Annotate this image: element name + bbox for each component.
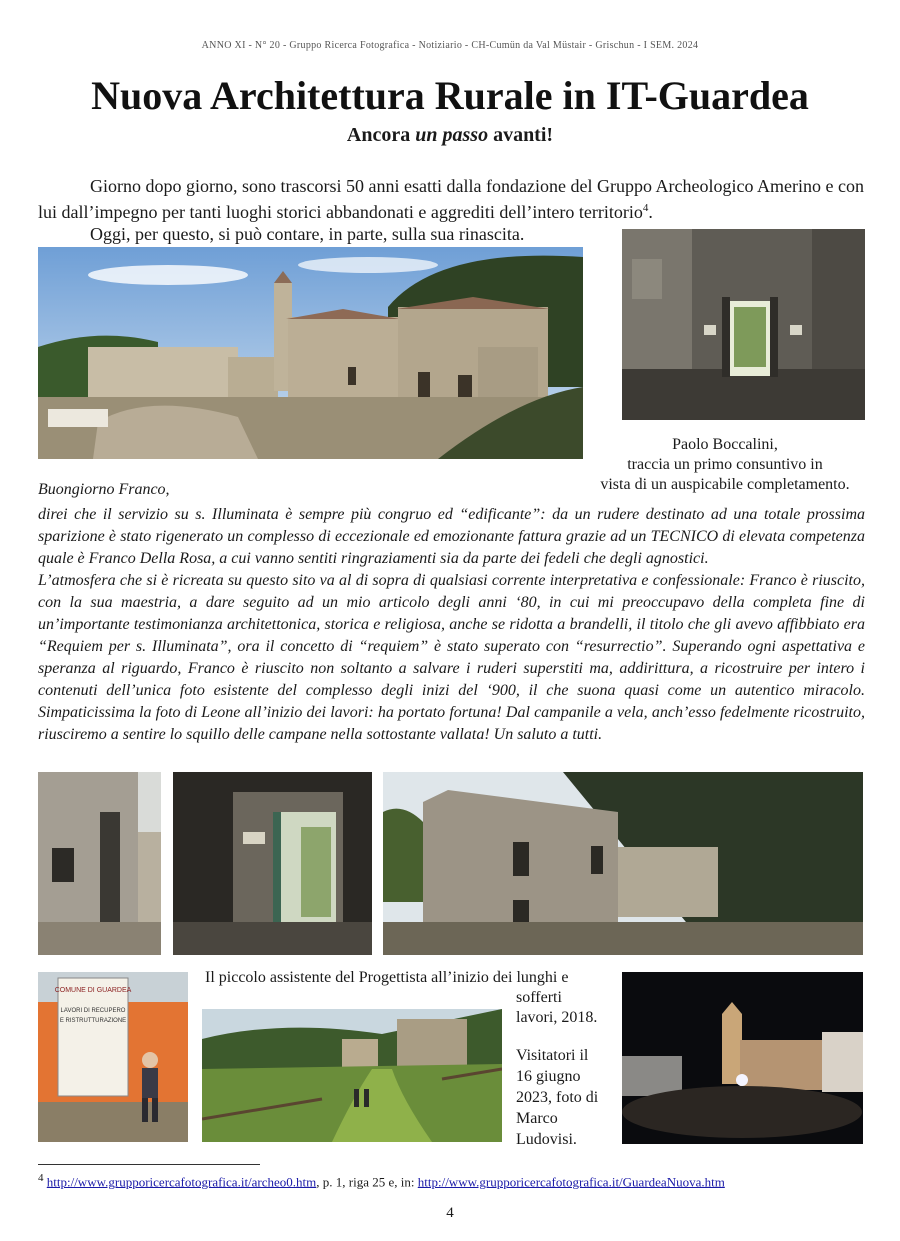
author-caption bbox=[585, 435, 865, 495]
intro-paragraph: Giorno dopo giorno, sono trascorsi 50 anni esatti dalla fondazione del Gruppo Archeologico Amerino e con lui dall’impegno per tanti luoghi storici abbandonati e aggrediti dell’intero territorio$^4$. bbox=[38, 176, 864, 222]
letter-greeting: Buongiorno Franco, bbox=[38, 481, 170, 498]
sign-text: E RISTRUTTURAZIONE bbox=[59, 1018, 127, 1024]
footnote-number: 4 bbox=[38, 1172, 44, 1184]
footnote-text: , p. 1, riga 25 e, in: bbox=[316, 1174, 418, 1190]
footnote-divider bbox=[38, 1164, 260, 1165]
caption-line: Visitatori il bbox=[516, 1047, 589, 1064]
caption-line: lavori, 2018. bbox=[516, 1009, 598, 1026]
letter-paragraph: direi che il servizio su s. Illuminata è sempre più congruo ed “edificante”: da un rudere destinato ad una totale prossima sparizione è stato rigenerato un complesso di eccezionale ed emozionante fattura grazie ad un TECNICO di elevata competenza quale è Franco Della Rosa, a cui vanno sentiti ringraziamenti sia da parte dei fedeli che degli agnostici. bbox=[38, 506, 865, 567]
page-subtitle: Ancora un passo avanti! bbox=[346, 124, 554, 146]
caption-line: 16 giugno bbox=[516, 1068, 581, 1085]
footnote bbox=[38, 1172, 868, 1190]
letter-body bbox=[38, 504, 865, 746]
caption-line: sofferti bbox=[516, 989, 562, 1006]
page-number: 4 bbox=[446, 1205, 454, 1221]
intro-paragraph: Oggi, per questo, si può contare, in parte, sulla sua rinascita. bbox=[90, 224, 525, 244]
caption-line: Marco bbox=[516, 1110, 558, 1127]
letter-paragraph: L’atmosfera che si è ricreata su questo sito va al di sopra di qualsiasi corrente interpretativa e confessionale: Franco è riuscito, con la sua maestria, a dare seguito ad un mio articolo degli anni ‘80, in cui mi preoccupavo della completa fine di un’importante testimonianza architettonica, storica e religiosa, anche se ridotta a brandelli, il titolo che gli avevo affibbiato era “Requiem per s. Illuminata”, ora il concetto di “requiem” è stato superato con “resurrectio”. Superando ogni aspettativa e speranza al riguardo, Franco è riuscito non soltanto a salvare i ruderi superstiti ma, addirittura, a ricostruire per intero i contenuti dell’unica foto esistente del complesso degli inizi del ‘900, il che suona quasi come un autentico miracolo. Simpaticissima la foto di Leone all’inizio dei lavori: ha portato fortuna! Dal campanile a vela, anch’esso fedelmente ricostruito, riusciremo a sentire lo squillo delle campane nella sottostante vallata! Un saluto a tutti. bbox=[38, 572, 865, 743]
photo-building-side bbox=[383, 772, 863, 955]
visitors-caption bbox=[516, 1045, 616, 1150]
page-title: Nuova Architettura Rurale in IT-Guardea bbox=[91, 73, 809, 118]
caption-line: vista di un auspicabile completamento. bbox=[600, 476, 850, 493]
photo-visitors-path bbox=[202, 1009, 502, 1142]
photo-exterior-complex bbox=[38, 247, 583, 459]
caption-line: traccia un primo consuntivo in bbox=[627, 456, 823, 473]
caption-line: 2023, foto di bbox=[516, 1089, 599, 1106]
caption-line: Il piccolo assistente del Progettista all’inizio dei lunghi e bbox=[205, 969, 569, 986]
photo-doorway-interior bbox=[173, 772, 372, 955]
footnote-link-guardea[interactable]: http://www.grupporicercafotografica.it/GuardeaNuova.htm bbox=[417, 1174, 725, 1190]
running-head: ANNO XI - N° 20 - Gruppo Ricerca Fotografica - Notiziario - CH-Cumün da Val Müstair - Grischun - I SEM. 2024 bbox=[201, 40, 699, 51]
photo-child-with-sign bbox=[38, 972, 188, 1142]
caption-line: Paolo Boccalini, bbox=[672, 436, 778, 453]
photo-night-event bbox=[622, 972, 863, 1144]
photo-wall-window bbox=[38, 772, 161, 955]
sign-text: COMUNE DI GUARDEA bbox=[54, 987, 132, 994]
sign-text: LAVORI DI RECUPERO bbox=[60, 1008, 126, 1014]
footnote-link-archeo[interactable]: http://www.grupporicercafotografica.it/archeo0.htm bbox=[46, 1174, 317, 1190]
assistant-caption bbox=[205, 968, 615, 1028]
caption-line: Ludovisi. bbox=[516, 1131, 577, 1148]
footnote-ref[interactable]: 4 bbox=[642, 202, 649, 214]
photo-interior-door bbox=[622, 229, 865, 420]
